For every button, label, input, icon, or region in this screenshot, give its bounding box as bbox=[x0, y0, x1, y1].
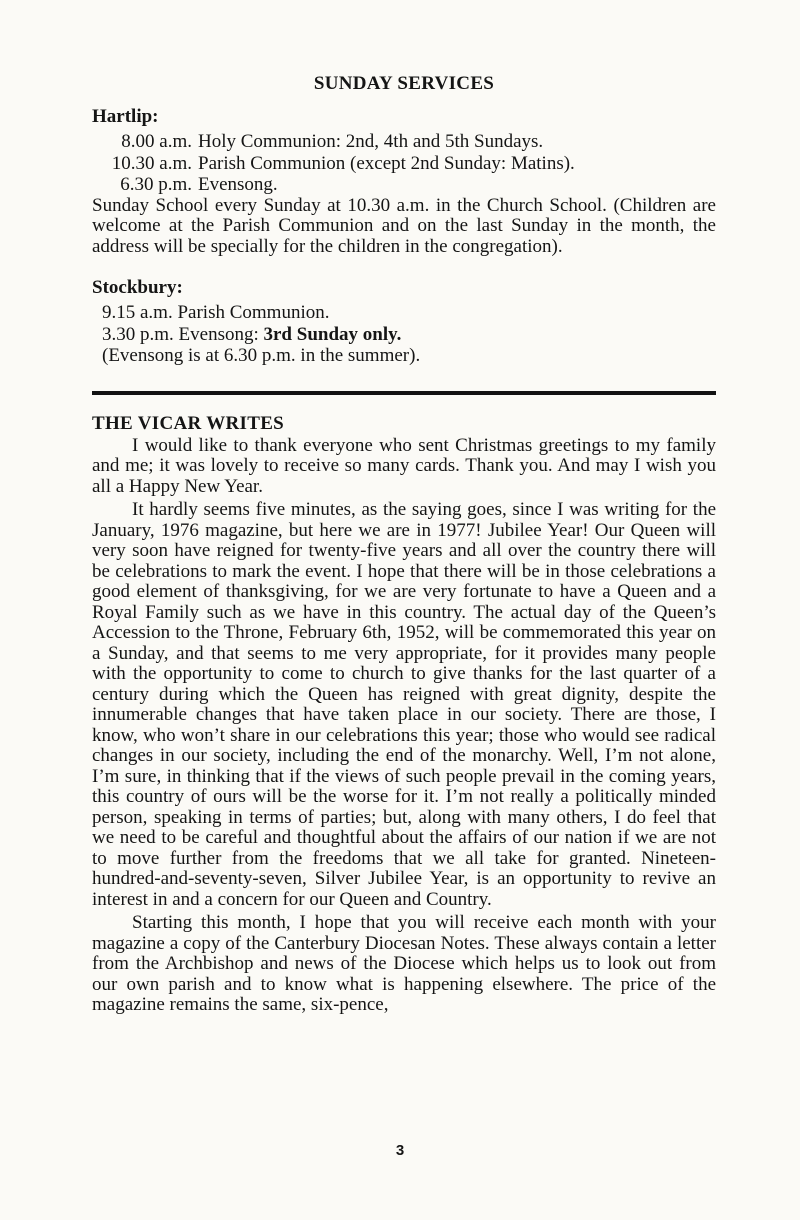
page-title: SUNDAY SERVICES bbox=[313, 73, 495, 94]
service-line bbox=[92, 324, 716, 346]
page-number: 3 bbox=[395, 1142, 405, 1159]
service-line bbox=[92, 131, 716, 153]
service-desc: 3.30 p.m. Evensong: bbox=[102, 323, 264, 345]
service-line: (Evensong is at 6.30 p.m. in the summer). bbox=[102, 345, 421, 366]
vicar-paragraph: It hardly seems five minutes, as the saying goes, since I was writing for the January, 1976 magazine, but here we are in 1977! Jubilee Year! Our Queen will very soon have reigned for twenty-five years and all over the country there will be celebrations to mark the event. I hope that there will be in those celebrations a good element of thanksgiving, for we are very fortunate to have a Queen and a Royal Family such as we have in this country. The actual day of the Queen’s Accession to the Throne, February 6th, 1952, will be commemorated this year on a Sunday, and that seems to me very appropriate, for it provides many people with the opportunity to come to church to give thanks for the last quarter of a century during which the Queen has reigned with great dignity, despite the innumerable changes that have taken place in our society. There are those, I know, who won’t share in our celebrations this year; those who would see radical changes in our society, including the end of the monarchy. Well, I’m not alone, I’m sure, in thinking that if the views of such people prevail in the coming years, this country of ours will be the worse for it. I’m not really a politically minded person, speaking in terms of parties; but, along with many others, I do feel that we need to be careful and thoughtful about the affairs of our nation if we are not to move further from the freedoms that we all take for granted. Nineteen-hundred-and-seventy-seven, Silver Jubilee Year, is an opportunity to revive an interest in and a concern for our Queen and Country. bbox=[92, 499, 716, 910]
sunday-school-note: Sunday School every Sunday at 10.30 a.m. in the Church School. (Children are welcome at the Parish Communion and on the last Sunday in the month, the address will be specially for the children in the congregation). bbox=[92, 194, 716, 257]
section-divider bbox=[92, 391, 716, 395]
service-desc: Parish Communion (except 2nd Sunday: Matins). bbox=[198, 152, 575, 174]
vicar-paragraph: Starting this month, I hope that you will receive each month with your magazine a copy of the Canterbury Diocesan Notes. These always contain a letter from the Archbishop and news of the Diocese which helps us to look out from our own parish and to know what is happening elsewhere. The price of the magazine remains the same, six-pence, bbox=[92, 912, 716, 1015]
hartlip-section bbox=[92, 105, 716, 257]
vicar-paragraph: I would like to thank everyone who sent Christmas greetings to my family and me; it was lovely to receive so many cards. Thank you. And may I wish you all a Happy New Year. bbox=[92, 434, 716, 497]
hartlip-heading: Hartlip: bbox=[92, 106, 159, 127]
service-line: 9.15 a.m. Parish Communion. bbox=[102, 302, 330, 323]
service-time: 8.00 a.m. bbox=[121, 131, 192, 152]
stockbury-section bbox=[92, 276, 716, 367]
stockbury-heading: Stockbury: bbox=[92, 277, 183, 298]
service-emphasis: 3rd Sunday only. bbox=[263, 323, 402, 345]
service-line bbox=[92, 174, 716, 196]
service-line bbox=[92, 153, 716, 175]
service-desc: Evensong. bbox=[198, 174, 278, 195]
vicar-heading: THE VICAR WRITES bbox=[92, 412, 285, 434]
magazine-page bbox=[92, 72, 716, 1019]
service-time: 6.30 p.m. bbox=[120, 174, 192, 195]
service-desc: Holy Communion: 2nd, 4th and 5th Sundays. bbox=[198, 131, 544, 152]
service-time: 10.30 a.m. bbox=[111, 152, 192, 174]
